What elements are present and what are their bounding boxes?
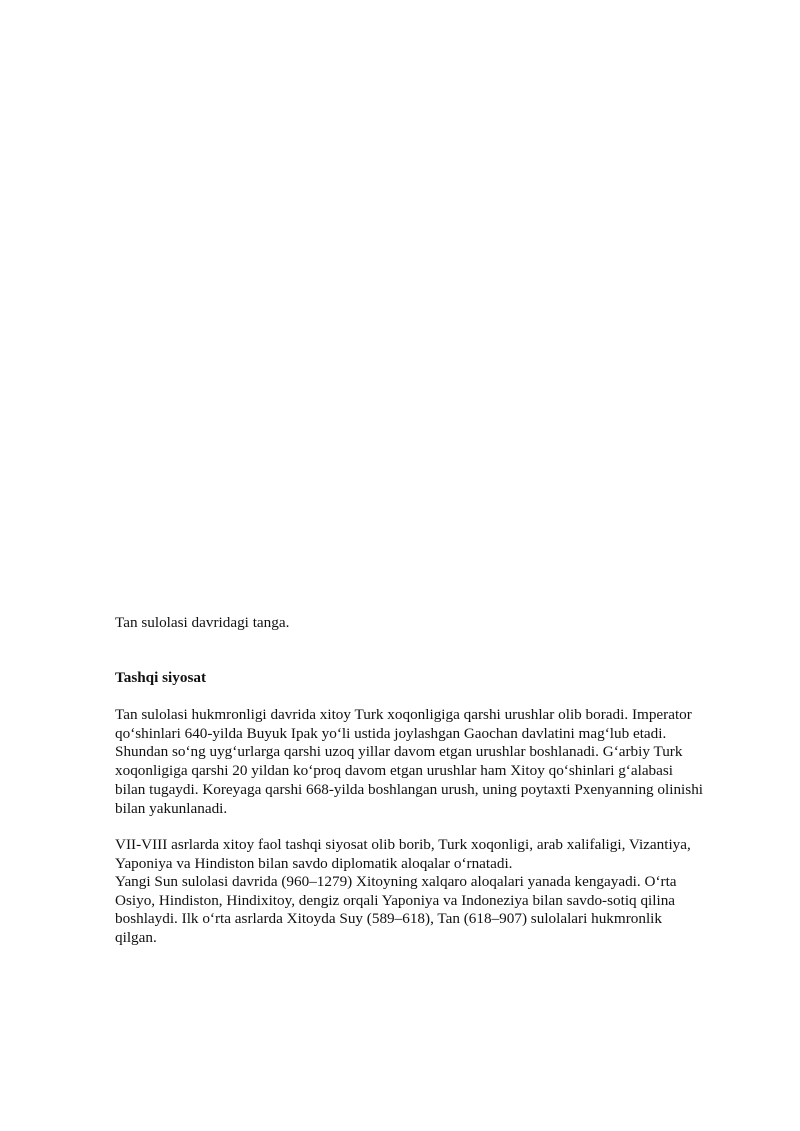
paragraph-line: VII-VIII asrlarda xitoy faol tashqi siyosat olib borib, Turk xoqonligi, arab xalifaligi, Vizantiya, — [115, 836, 691, 853]
paragraph-line: boshlaydi. Ilk o‘rta asrlarda Xitoyda Suy (589–618), Tan (618–907) sulolalari hukmronlik — [115, 910, 662, 928]
paragraph-line: qilgan. — [115, 929, 157, 947]
section-heading: Tashqi siyosat — [115, 669, 207, 686]
paragraph-line: Shundan so‘ng uyg‘urlarga qarshi uzoq yillar davom etgan urushlar boshlanadi. G‘arbiy Turk — [115, 743, 683, 761]
paragraph-sun-dynasty — [115, 873, 755, 948]
paragraph-line: Osiyo, Hindiston, Hindixitoy, dengiz orqali Yaponiya va Indoneziya bilan savdo-sotiq qilina — [115, 891, 676, 909]
paragraph-line: bilan tugaydi. Koreyaga qarshi 668-yilda boshlangan urush, uning poytaxti Pxenyanning olinishi — [115, 780, 704, 798]
paragraph-line: Yaponiya va Hindiston bilan savdo diplomatik aloqalar o‘rnatadi. — [115, 854, 513, 872]
paragraph-line: Tan sulolasi hukmronligi davrida xitoy Turk xoqonligiga qarshi urushlar olib boradi. Imperator — [115, 706, 692, 723]
paragraph-diplomatic-relations — [115, 836, 755, 873]
image-caption: Tan sulolasi davridagi tanga. — [115, 614, 290, 631]
paragraph-line: qo‘shinlari 640-yilda Buyuk Ipak yo‘li ustida joylashgan Gaochan davlatini mag‘lub etadi. — [115, 724, 667, 742]
paragraph-line: Yangi Sun sulolasi davrida (960–1279) Xitoyning xalqaro aloqalari yanada kengayadi. O‘rta — [115, 873, 677, 890]
paragraph-line: bilan yakunlanadi. — [115, 799, 228, 817]
paragraph-line: xoqonligiga qarshi 20 yildan ko‘proq davom etgan urushlar ham Xitoy qo‘shinlari g‘alabasi — [115, 762, 674, 780]
paragraph-foreign-policy-wars — [115, 706, 755, 818]
